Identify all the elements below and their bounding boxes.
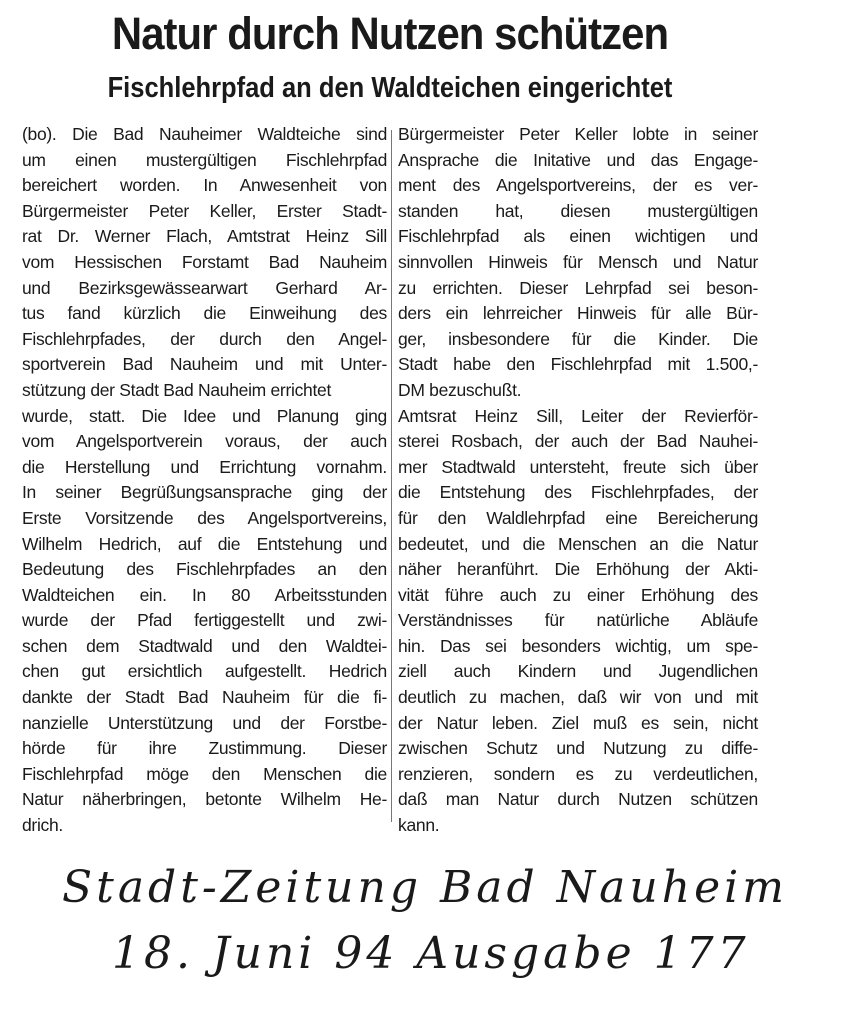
text-line: tus fand kürzlich die Einweihung des [22,303,387,324]
text-line: näher heranführt. Die Erhöhung der Akti- [398,559,758,580]
text-line: deutlich zu machen, daß wir von und mit [398,687,758,708]
text-line: und Bezirksgewässearwart Gerhard Ar- [22,277,387,298]
text-line: daß man Natur durch Nutzen schützen [398,789,758,810]
text-line: chen gut ersichtlich aufgestellt. Hedrich [22,661,387,682]
text-line: kann. [398,815,440,836]
text-line: Fischlehrpfades, der durch den Angel- [22,328,387,349]
text-line: bedeutet, und die Menschen an die Natur [398,533,758,554]
text-line: Stadt habe den Fischlehrpfad mit 1.500,- [398,354,758,375]
text-line: Bürgermeister Peter Keller lobte in seiner [398,124,758,144]
text-line: hörde für ihre Zustimmung. Dieser [22,738,387,759]
text-line: die Herstellung und Errichtung vornahm. [22,456,387,477]
headline: Natur durch Nutzen schützen [111,8,669,59]
text-line: schen dem Stadtwald und den Waldtei- [22,635,387,656]
text-line: (bo). Die Bad Nauheimer Waldteiche sind [22,124,387,144]
handwritten-source-line: Stadt-Zeitung Bad Nauheim [62,862,788,913]
text-line: Bedeutung des Fischlehrpfades an den [22,559,387,580]
text-line: für den Waldlehrpfad eine Bereicherung [398,507,758,528]
text-line: zu errichten. Dieser Lehrpfad sei beson- [398,277,758,298]
text-line: Fischlehrpfad als einen wichtigen und [398,226,758,247]
text-line: Ansprache die Initative und das Engage- [398,149,758,170]
handwritten-note [0,840,855,1009]
text-line: nanzielle Unterstützung und der Forstbe- [22,712,387,733]
text-line: hin. Das sei besonders wichtig, um spe- [398,635,758,656]
text-line: DM bezuschußt. [398,379,522,400]
text-line: rat Dr. Werner Flach, Amtstrat Heinz Sill [22,226,387,247]
text-line: Fischlehrpfad möge den Menschen die [22,763,387,784]
handwritten-date-line: 18. Juni 94 Ausgabe 177 [112,928,750,979]
text-line: Erste Vorsitzende des Angelsportvereins, [22,507,387,528]
text-line: vom Hessischen Forstamt Bad Nauheim [22,251,387,272]
text-line: Bürgermeister Peter Keller, Erster Stadt- [22,200,387,221]
text-line: Natur näherbringen, betonte Wilhelm He- [22,789,387,810]
text-line: zwischen Schutz und Nutzung zu diffe- [398,738,758,759]
column-divider [391,130,392,822]
text-line: ziell auch Kindern und Jugendlichen [398,661,758,682]
subheadline: Fischlehrpfad an den Waldteichen eingerichtet [107,72,673,104]
left-column [22,122,387,839]
text-line: Verständnisses für natürliche Abläufe [398,610,758,631]
text-line: drich. [22,815,63,836]
text-line: bereichert worden. In Anwesenheit von [22,175,387,196]
text-line: ders ein lehrreicher Hinweis für alle Bür- [398,303,758,324]
text-line: Waldteichen ein. In 80 Arbeitsstunden [22,584,387,605]
text-line: ger, insbesondere für die Kinder. Die [398,328,758,349]
text-line: Wilhelm Hedrich, auf die Entstehung und [22,533,387,554]
text-line: dankte der Stadt Bad Nauheim für die fi- [22,687,387,708]
text-line: stützung der Stadt Bad Nauheim errichtet [22,379,332,400]
text-line: sinnvollen Hinweis für Mensch und Natur [398,251,758,272]
text-line: die Entstehung des Fischlehrpfades, der [398,482,758,503]
right-column [398,122,758,839]
text-line: sterei Rosbach, der auch der Bad Nauhei- [398,431,758,452]
text-line: standen hat, diesen mustergültigen [398,200,758,221]
text-line: In seiner Begrüßungsansprache ging der [22,482,387,503]
text-line: um einen mustergültigen Fischlehrpfad [22,149,387,170]
text-line: mer Stadtwald untersteht, freute sich über [398,456,758,477]
text-line: wurde, statt. Die Idee und Planung ging [22,405,387,426]
text-line: vität führe auch zu einer Erhöhung des [398,584,758,605]
text-line: Amtsrat Heinz Sill, Leiter der Revierför- [398,405,758,426]
text-line: wurde der Pfad fertiggestellt und zwi- [22,610,387,631]
text-line: der Natur leben. Ziel muß es sein, nicht [398,712,758,733]
text-line: ment des Angelsportvereins, der es ver- [398,175,758,196]
text-line: renzieren, sondern es zu verdeutlichen, [398,763,758,784]
text-line: sportverein Bad Nauheim und mit Unter- [22,354,387,375]
text-line: vom Angelsportverein voraus, der auch [22,431,387,452]
